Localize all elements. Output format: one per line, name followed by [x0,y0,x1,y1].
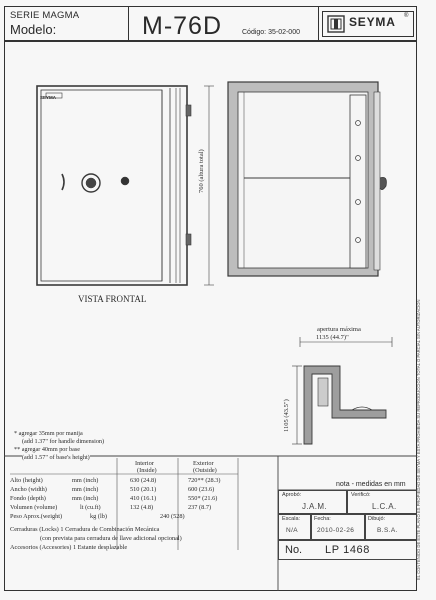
spec-label: Volumen (volume) [10,504,58,511]
approved-label: Aprobó: [282,492,302,498]
spec-row-depth [10,495,46,502]
note-handle-en: (add 1.37" for handle dimension) [22,438,105,445]
opening-height-dimension: 1105 (43.5") [283,399,290,432]
approved-value: J.A.M. [302,502,328,511]
spec-locks-detail: (con prevista para cerradura de llave adicional opcional) [40,535,182,542]
side-copyright-note: EL CONTENIDO DE ESTE PLANO ES PROPIEDAD DE SEYMA Y ESTA PROHIBIDA SU REPRODUCCION TOTAL O PARCIAL SIN AUTORIZACION [416,299,421,580]
spec-label: Ancho (width) [10,486,47,493]
col-header-exterior: Exterior [193,460,214,467]
spec-exterior: 600 (23.6) [188,486,215,493]
spec-exterior: 720** (28.3) [188,477,221,484]
spec-label: Alto (height) [10,477,43,484]
brand-name: SEYMA [349,15,396,29]
note-base-en: (add 1.57" of base's height) [22,454,90,461]
spec-interior: 132 (4.8) [130,504,154,511]
col-header-interior: Interior [135,460,154,467]
height-dimension [204,86,214,285]
col-header-interior-en: (Inside) [137,467,157,474]
spec-interior: 630 (24.8) [130,477,157,484]
registered-mark: ® [404,13,409,19]
number-label: No. [285,544,303,556]
spec-exterior: 240 (528) [160,513,185,520]
spec-unit: mm (inch) [72,495,99,502]
verified-label: Verificó: [351,492,371,498]
spec-label: Fondo (depth) [10,495,46,502]
date-label: Fecha: [314,516,331,522]
spec-unit: kg (lb) [90,513,107,520]
front-view-caption: VISTA FRONTAL [78,294,147,304]
spec-interior: 510 (20.1) [130,486,157,493]
spec-label: Peso Aprox.(weight) [10,513,63,520]
front-view [37,86,191,285]
drawn-value: B.S.A. [377,527,398,534]
series-label: SERIE MAGMA [10,10,80,21]
front-plate-label: SEYMA [40,95,57,100]
spec-row-width [10,486,47,493]
section-view [228,82,386,276]
opening-plan [292,337,392,444]
spec-exterior: 237 (8.7) [188,504,212,511]
note-handle: * agregar 35mm por manija [14,430,83,437]
note-base: ** agregar 40mm por base [14,446,80,453]
spec-row-volume [10,504,57,511]
spec-unit: mm (inch) [72,486,99,493]
front-height-dimension: 760 (altura total) [198,149,205,193]
scale-label: Escala: [282,516,301,522]
spec-unit: lt (cu.ft) [80,504,101,511]
product-code: Código: 35-02-000 [242,29,300,36]
spec-row-height [10,477,43,484]
spec-accessories: Accesorios (Accesories) 1 Estante desplazable [10,544,128,551]
spec-interior: 410 (16.1) [130,495,157,502]
drawing-number: LP 1468 [325,544,370,556]
units-note: nota - medidas en mm [336,481,406,488]
col-header-exterior-en: (Outside) [193,467,217,474]
opening-title: apertura máxima [317,326,361,333]
model-label: Modelo: [10,22,57,37]
model-number: M-76D [142,12,223,40]
verified-value: L.C.A. [372,502,397,511]
date-value: 2010-02-26 [317,527,355,534]
spec-exterior: 550* (21.6) [188,495,218,502]
opening-width-dimension: 1135 (44.7)" [316,334,349,341]
spec-locks: Cerraduras (Locks) 1 Cerradura de Combinación Mecánica [10,526,160,533]
scale-value: N/A [286,527,299,534]
spec-row-weight [10,513,62,520]
drawn-label: Dibujó: [368,516,386,522]
spec-unit: mm (inch) [72,477,99,484]
